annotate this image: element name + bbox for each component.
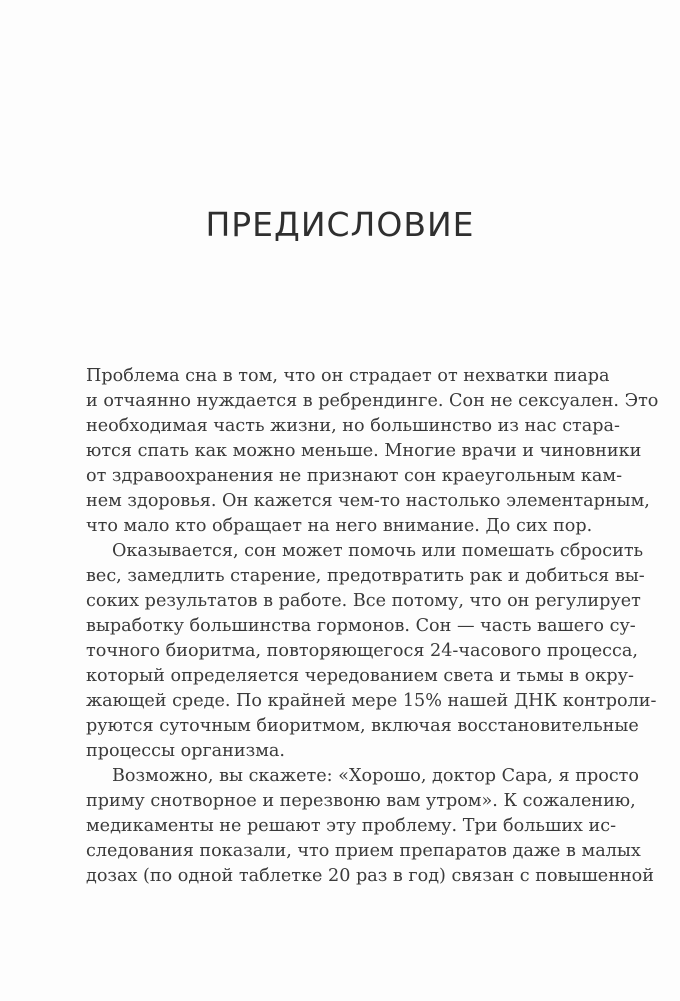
text-line: Оказывается, сон может помочь или помешать сбросить [112, 541, 644, 561]
text-line: ются спать как можно меньше. Многие врачи и чиновники [86, 441, 642, 461]
text-line: точного биоритма, повторяющегося 24-часового процесса, [86, 641, 638, 661]
text-line: от здравоохранения не признают сон краеугольным кам- [86, 466, 623, 486]
chapter-title: ПРЕДИСЛОВИЕ [205, 205, 475, 244]
text-line: приму снотворное и перезвоню вам утром». К сожалению, [86, 791, 636, 811]
text-line: и отчаянно нуждается в ребрендинге. Сон не сексуален. Это [86, 391, 659, 411]
text-line: процессы организма. [86, 741, 285, 761]
text-line: дозах (по одной таблетке 20 раз в год) связан с повышенной [86, 866, 654, 886]
text-line: соких результатов в работе. Все потому, что он регулирует [86, 591, 641, 611]
text-line: руются суточным биоритмом, включая восстановительные [86, 716, 639, 736]
text-line: жающей среде. По крайней мере 15% нашей ДНК контроли- [86, 691, 657, 711]
paragraph [86, 764, 654, 889]
paragraph [86, 364, 659, 539]
paragraph [86, 539, 657, 764]
text-line: что мало кто обращает на него внимание. До сих пор. [86, 516, 593, 536]
body-text [86, 364, 659, 889]
text-line: Возможно, вы скажете: «Хорошо, доктор Сара, я просто [112, 766, 639, 786]
text-line: медикаменты не решают эту проблему. Три больших ис- [86, 816, 617, 836]
text-line: Проблема сна в том, что он страдает от нехватки пиара [86, 366, 610, 386]
text-line: выработку большинства гормонов. Сон — часть вашего су- [86, 616, 636, 636]
text-line: необходимая часть жизни, но большинство из нас стара- [86, 416, 620, 436]
text-line: следования показали, что прием препаратов даже в малых [86, 841, 641, 861]
text-line: нем здоровья. Он кажется чем-то настолько элементарным, [86, 491, 650, 511]
text-line: вес, замедлить старение, предотвратить рак и добиться вы- [86, 566, 645, 586]
text-line: который определяется чередованием света и тьмы в окру- [86, 666, 634, 686]
